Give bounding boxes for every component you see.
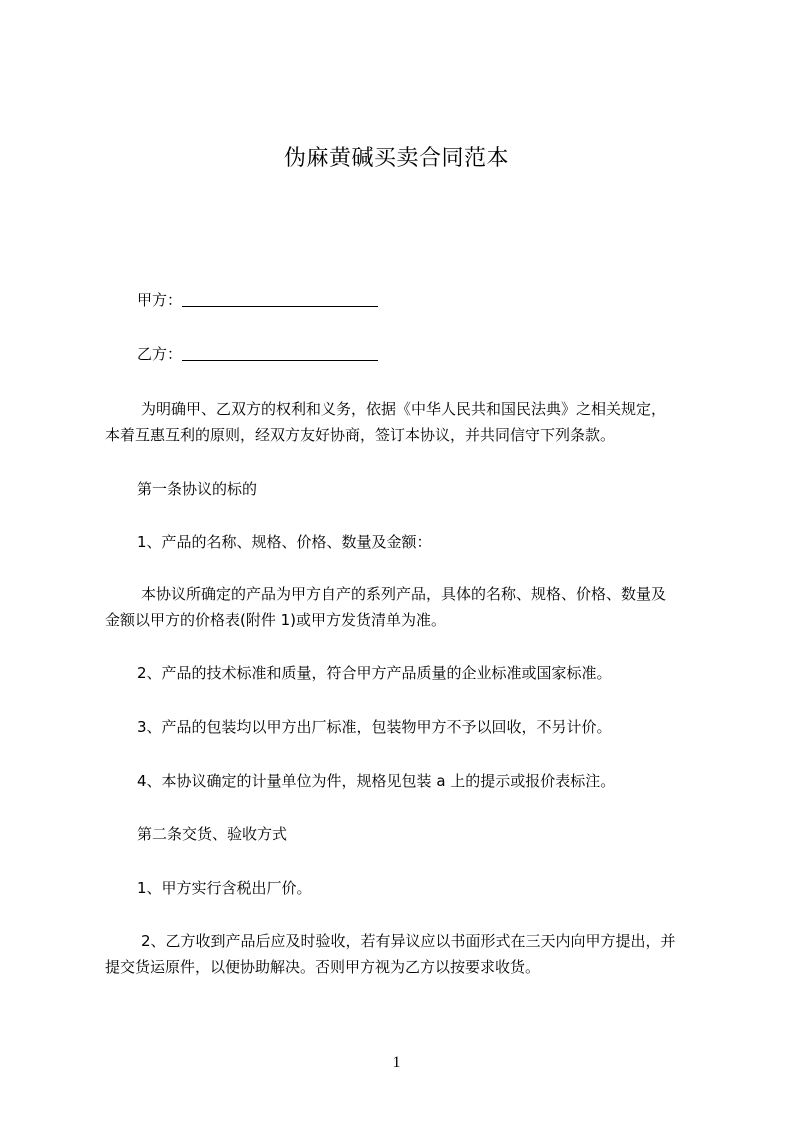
party-a-label: 甲方：	[137, 291, 183, 309]
preamble-line-2: 本着互惠互利的原则，经双方友好协商，签订本协议，并共同信守下列条款。	[105, 426, 616, 444]
party-b-label: 乙方：	[137, 345, 183, 363]
party-a-blank	[182, 292, 378, 307]
party-b-blank	[182, 346, 378, 361]
document-title: 伪麻黄碱买卖合同范本	[283, 146, 509, 171]
preamble-line-1: 为明确甲、乙双方的权利和义务，依据《中华人民共和国民法典》之相关规定，	[141, 400, 667, 418]
article-1-item-1: 1、产品的名称、规格、价格、数量及金额：	[137, 533, 432, 551]
article-2-item-1: 1、甲方实行含税出厂价。	[137, 879, 312, 897]
article-2-item-2-line-2: 提交货运原件，以便协助解决。否则甲方视为乙方以按要求收货。	[105, 958, 541, 976]
item-1-detail-line-2: 金额以甲方的价格表(附件 1)或甲方发货清单为准。	[105, 611, 447, 629]
article-1-item-4: 4、本协议确定的计量单位为件，规格见包装 a 上的提示或报价表标注。	[137, 772, 616, 790]
article-2-item-2-line-1: 2、乙方收到产品后应及时验收，若有异议应以书面形式在三天内向甲方提出，并	[141, 932, 676, 950]
article-2-heading: 第二条交货、验收方式	[137, 825, 288, 843]
party-b-line	[105, 341, 737, 367]
item-1-detail-line-1: 本协议所确定的产品为甲方自产的系列产品，具体的名称、规格、价格、数量及	[141, 585, 667, 603]
page-number: 1	[392, 1054, 401, 1071]
article-1-item-2: 2、产品的技术标准和质量，符合甲方产品质量的企业标准或国家标准。	[137, 664, 612, 682]
article-1-item-3: 3、产品的包装均以甲方出厂标准，包装物甲方不予以回收，不另计价。	[137, 718, 612, 736]
article-1-heading: 第一条协议的标的	[137, 480, 258, 498]
party-a-line	[105, 287, 737, 313]
